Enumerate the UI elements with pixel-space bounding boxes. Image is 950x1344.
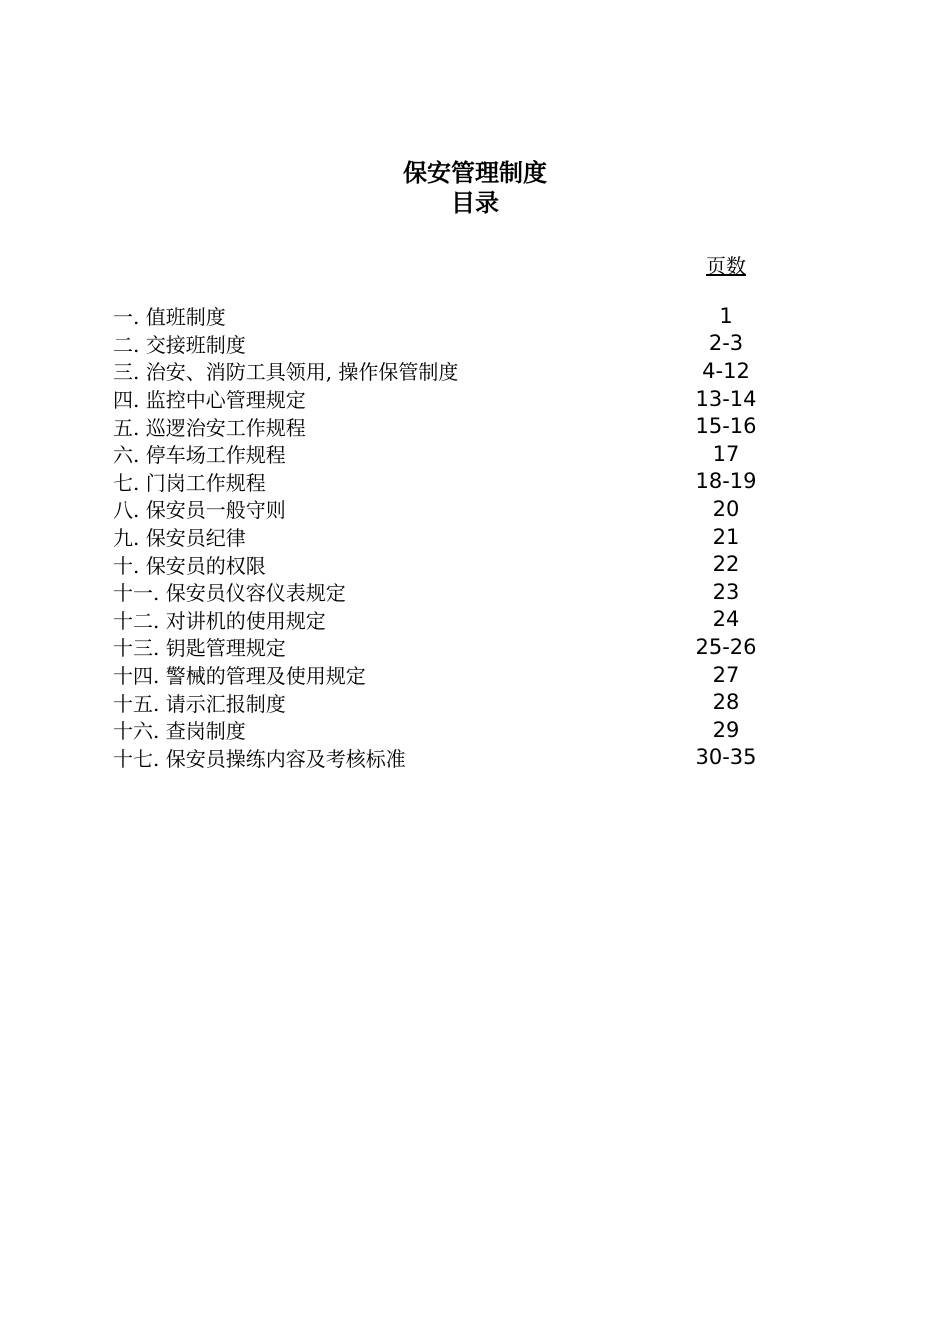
toc-entry bbox=[113, 716, 813, 744]
toc-entry-pages: 20 bbox=[712, 496, 740, 521]
toc-entry-pages: 24 bbox=[712, 607, 740, 632]
toc-entry-label: 四. 监控中心管理规定 bbox=[113, 388, 306, 413]
toc-entry-label: 十五. 请示汇报制度 bbox=[113, 691, 286, 716]
toc-entry-label: 八. 保安员一般守则 bbox=[113, 498, 286, 523]
toc-entry-pages: 30-35 bbox=[695, 745, 757, 770]
toc-entry bbox=[113, 633, 813, 661]
toc-entry-label: 一. 值班制度 bbox=[113, 305, 226, 330]
toc-entry bbox=[113, 523, 813, 551]
toc-entry bbox=[113, 468, 813, 496]
toc-entry bbox=[113, 661, 813, 689]
toc-entry-label: 十二. 对讲机的使用规定 bbox=[113, 608, 326, 633]
toc-entry-pages: 28 bbox=[712, 690, 740, 715]
toc-entry bbox=[113, 440, 813, 468]
toc-entry-pages: 22 bbox=[712, 552, 740, 577]
toc-entry-label: 十七. 保安员操练内容及考核标准 bbox=[113, 746, 406, 771]
toc-entry-label: 十一. 保安员仪容仪表规定 bbox=[113, 581, 346, 606]
toc-entry bbox=[113, 385, 813, 413]
toc-entry bbox=[113, 578, 813, 606]
toc-entry-label: 九. 保安员纪律 bbox=[113, 526, 246, 551]
toc-entry-label: 十六. 查岗制度 bbox=[113, 719, 246, 744]
table-of-contents bbox=[113, 302, 813, 771]
toc-entry-label: 七. 门岗工作规程 bbox=[113, 470, 266, 495]
toc-entry-pages: 29 bbox=[712, 717, 740, 742]
toc-entry bbox=[113, 606, 813, 634]
toc-entry bbox=[113, 302, 813, 330]
toc-entry-pages: 17 bbox=[712, 441, 740, 466]
toc-entry bbox=[113, 550, 813, 578]
toc-entry bbox=[113, 744, 813, 772]
toc-entry bbox=[113, 412, 813, 440]
toc-entry-pages: 23 bbox=[712, 579, 740, 604]
toc-entry bbox=[113, 495, 813, 523]
toc-entry bbox=[113, 688, 813, 716]
toc-entry-label: 二. 交接班制度 bbox=[113, 332, 246, 357]
toc-entry-pages: 4-12 bbox=[702, 358, 750, 383]
title-block bbox=[0, 158, 950, 218]
document-title: 保安管理制度 bbox=[403, 159, 547, 187]
toc-entry-label: 五. 巡逻治安工作规程 bbox=[113, 415, 306, 440]
document-subtitle: 目录 bbox=[451, 189, 499, 217]
toc-entry-pages: 13-14 bbox=[695, 386, 757, 411]
toc-entry bbox=[113, 330, 813, 358]
toc-entry-label: 十三. 钥匙管理规定 bbox=[113, 636, 286, 661]
toc-entry-pages: 18-19 bbox=[695, 469, 757, 494]
toc-entry-pages: 2-3 bbox=[708, 331, 744, 356]
toc-entry-label: 六. 停车场工作规程 bbox=[113, 443, 286, 468]
toc-entry-label: 三. 治安、消防工具领用, 操作保管制度 bbox=[113, 360, 459, 385]
page-column-header: 页数 bbox=[706, 254, 746, 278]
toc-entry-pages: 15-16 bbox=[695, 414, 757, 439]
toc-entry-pages: 25-26 bbox=[695, 634, 757, 659]
toc-entry-pages: 1 bbox=[719, 303, 733, 328]
toc-entry-pages: 21 bbox=[712, 524, 740, 549]
toc-entry-label: 十四. 警械的管理及使用规定 bbox=[113, 664, 366, 689]
toc-entry-label: 十. 保安员的权限 bbox=[113, 553, 266, 578]
toc-entry bbox=[113, 357, 813, 385]
toc-entry-pages: 27 bbox=[712, 662, 740, 687]
